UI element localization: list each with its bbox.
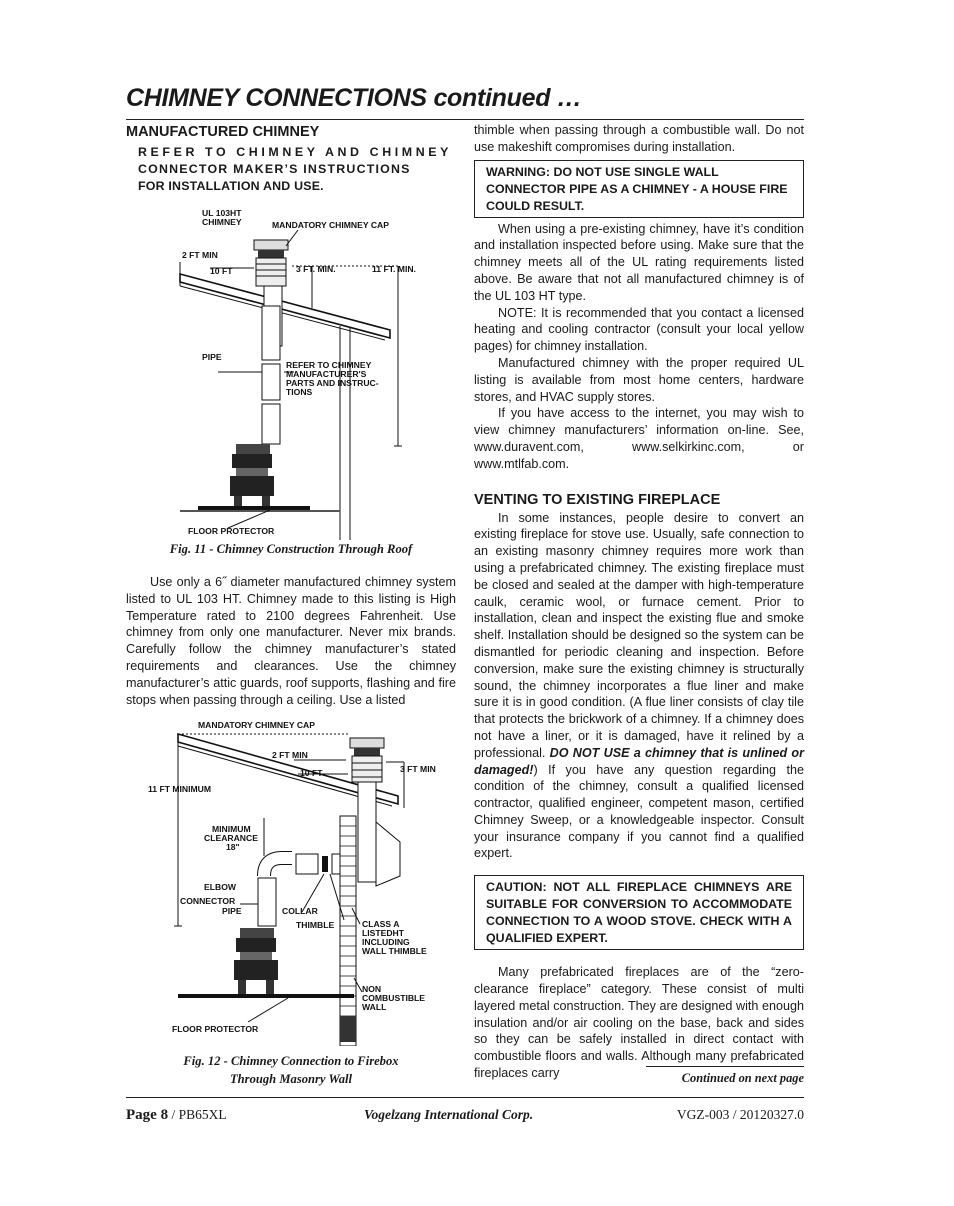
fig12-label-classa-2: LISTEDHT [362, 928, 405, 938]
left-column-body [126, 574, 456, 708]
page-title: CHIMNEY CONNECTIONS continued … [126, 84, 582, 112]
paragraph-prefab: Many prefabricated fireplaces are of the “zero-clearance fireplace” category. These consist of multi layered metal construction. They are designed with enough insulation and/or air cooling on the base, back and sides so they can be safely installed in direct contact with combustible floors and walls. Although many prefabricated fireplaces carry [474, 965, 804, 1081]
continued-note: Continued on next page [681, 1071, 804, 1085]
fig11-label-refer-2: MANUFACTURER'S [286, 369, 367, 379]
fig11-label-refer-1: REFER TO CHIMNEY [286, 360, 372, 370]
fig11-label-11ft: 11 FT. MIN. [372, 264, 416, 274]
fig11-label-10ft: 10 FT [210, 266, 233, 276]
fig12-label-connector-1: CONNECTOR [180, 896, 236, 906]
fig12-label-2ft: 2 FT MIN [272, 750, 308, 760]
fig12-label-non-1: NON [362, 984, 382, 994]
footer-model: / PB65XL [168, 1107, 227, 1122]
fig11-label-ul-line1: UL 103HT [202, 208, 242, 218]
paragraph-venting [474, 510, 804, 863]
fig12-label-elbow: ELBOW [204, 882, 236, 892]
footer-doc-id: VGZ-003 / 20120327.0 [676, 1107, 804, 1122]
fig12-label-cap: MANDATORY CHIMNEY CAP [198, 720, 315, 730]
paragraph-listing: Manufactured chimney with the proper required UL listing is available from most home centers, hardware stores, and HVAC supply stores. [474, 355, 804, 404]
footer-company: Vogelzang International Corp. [364, 1107, 534, 1122]
footer-page [126, 1107, 227, 1124]
warning-box: WARNING: DO NOT USE SINGLE WALL CONNECTOR PIPE AS A CHIMNEY - A HOUSE FIRE COULD RESULT. [474, 160, 804, 218]
footer-page-label: Page 8 [126, 1107, 169, 1123]
venting-text-b: ) If you have any question regarding the condition of the chimney, consult a qualified licensed contractor, qualified engineer, competent mason, certified Chimney Sweep, or a knowledgeable inspector. Consult your insurance company if you cannot find a qualified expert. [474, 762, 804, 861]
figure-12-caption-line1: Fig. 12 - Chimney Connection to Firebox [183, 1054, 399, 1068]
fig12-label-collar: COLLAR [282, 906, 318, 916]
paragraph-note: NOTE: It is recommended that you contact a licensed heating and cooling contractor (consult your local yellow pages) for chimney installation. [474, 305, 804, 354]
fig11-label-cap: MANDATORY CHIMNEY CAP [272, 220, 389, 230]
caution-box: CAUTION: NOT ALL FIREPLACE CHIMNEYS ARE SUITABLE FOR CONVERSION TO ACCOMMODATE CONNECTION TO A WOOD STOVE. CHECK WITH A QUALIFIED EXPERT. [474, 875, 804, 950]
fig12-label-thimble: THIMBLE [296, 920, 335, 930]
continued-rule [646, 1066, 804, 1067]
refer-line-2: CONNECTOR MAKER’S INSTRUCTIONS [138, 162, 411, 176]
section-heading-venting: VENTING TO EXISTING FIREPLACE [474, 491, 721, 508]
fig11-label-2ft: 2 FT MIN [182, 250, 218, 260]
fig12-label-floor: FLOOR PROTECTOR [172, 1024, 259, 1034]
paragraph-internet: If you have access to the internet, you may wish to view chimney manufacturers’ information on-line. See, www.duravent.com, www.selkirkinc.com, or www.mtlfab.com. [474, 406, 804, 471]
title-divider [126, 119, 804, 120]
paragraph-preexisting: When using a pre-existing chimney, have it’s condition and installation inspected before using. Make sure that the chimney meets all of the UL rating requirements listed above. Be aware that not all manufactured chimney is of the UL 103 HT type. [474, 221, 804, 303]
fig12-label-min-1: MINIMUM [212, 824, 251, 834]
figure-12-caption-line2: Through Masonry Wall [229, 1072, 352, 1086]
venting-emphasis: DO NOT USE a chimney that is unlined or damaged! [474, 745, 804, 777]
fig11-label-floor: FLOOR PROTECTOR [188, 526, 275, 536]
fig11-label-refer-3: PARTS AND INSTRUC- [286, 378, 379, 388]
section-heading-manufactured-chimney: MANUFACTURED CHIMNEY [126, 124, 320, 140]
refer-instructions-note [138, 144, 456, 195]
figure-12-chimney-through-masonry [148, 716, 448, 1046]
left-column-top [126, 122, 456, 195]
figure-11-chimney-through-roof [170, 206, 440, 542]
fig12-label-11ft: 11 FT MINIMUM [148, 784, 212, 794]
fig12-label-10ft: 10 FT [300, 768, 323, 778]
refer-line-3: FOR INSTALLATION AND USE. [138, 179, 324, 193]
fig12-label-3ft: 3 FT MIN [400, 764, 436, 774]
fig11-label-refer-4: TIONS [286, 387, 313, 397]
fig11-label-ul-line2: CHIMNEY [202, 217, 242, 227]
footer-divider [126, 1097, 804, 1098]
fig12-label-classa-3: INCLUDING [362, 937, 410, 947]
fig12-label-non-2: COMBUSTIBLE [362, 993, 426, 1003]
fig11-label-pipe: PIPE [202, 352, 222, 362]
paragraph-thimble: thimble when passing through a combustible wall. Do not use makeshift compromises during installation. [474, 123, 804, 154]
figure-11-caption: Fig. 11 - Chimney Construction Through Roof [169, 542, 413, 556]
right-column [474, 122, 804, 1082]
fig12-label-min-2: CLEARANCE [204, 833, 258, 843]
figure-12-caption [126, 1052, 456, 1088]
fig11-label-3ft: 3 FT. MIN. [296, 264, 336, 274]
paragraph-chimney-listing: Use only a 6˝ diameter manufactured chimney system listed to UL 103 HT. Chimney made to this listing is High Temperature rated to 2100 degrees Fahrenheit. Use chimney from only one manufacturer. Never mix brands. Carefully follow the chimney manufacturer’s stated requirements and clearances. Use the chimney manufacturer’s attic guards, roof supports, flashing and fire stops when passing through a ceiling. Use a listed [126, 575, 456, 707]
fig12-label-classa-4: WALL THIMBLE [362, 946, 427, 956]
fig12-label-non-3: WALL [362, 1002, 387, 1012]
refer-line-1: REFER TO CHIMNEY AND CHIMNEY [138, 145, 452, 159]
venting-text-a: In some instances, people desire to convert an existing fireplace for stove use. Usually, safe connection to an existing masonry chimney requires more work than using a prefabricated chimney. The existing fireplace must be closed and sealed at the damper with high-temperature caulk, ceramic wool, or furnace cement. Prior to installation, clean and inspect the existing flue and smoke shelf. Installation should be designed so the system can be dismantled for periodic cleaning and inspection. Before conversion, make sure the existing chimney is structurally sound, the chimney incorporates a flue liner and make sure it is in good condition. (A flue liner consists of clay tile that protects the brickwork of a chimney. If a chimney does not have a liner, or it is damaged, have it relined by a professional. [474, 510, 804, 760]
fig12-label-min-3: 18" [226, 842, 240, 852]
fig12-label-connector-2: PIPE [222, 906, 242, 916]
fig12-label-classa-1: CLASS A [362, 919, 400, 929]
